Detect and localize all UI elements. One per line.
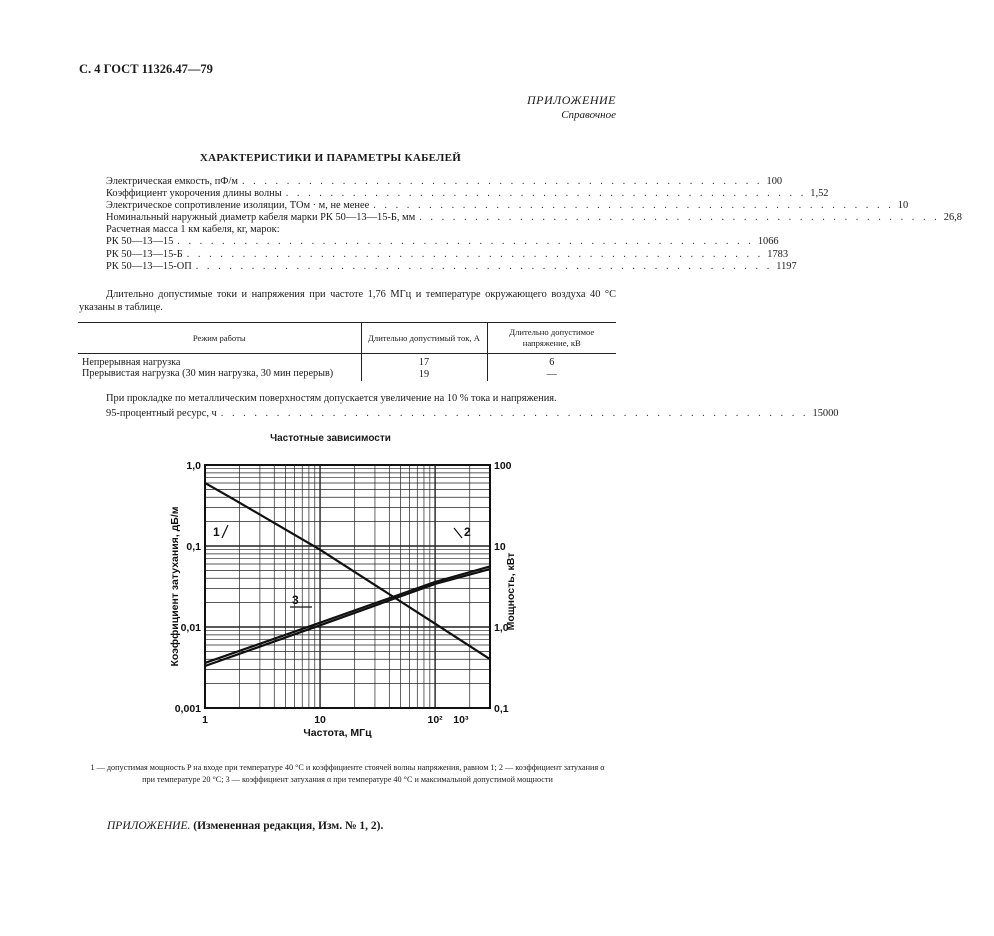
plot-frame xyxy=(205,465,490,708)
table-header-mode: Режим работы xyxy=(78,323,361,354)
param-label: Электрическое сопротивление изоляции, ТОм · м, не менее xyxy=(106,200,370,212)
param-value: 1066 xyxy=(757,236,779,248)
y-left-tick-label: 1,0 xyxy=(186,460,201,472)
series-1-line xyxy=(205,483,490,659)
series-2-label: 2 xyxy=(464,525,471,539)
param-row xyxy=(106,212,962,224)
resource-value: 15000 xyxy=(812,408,839,419)
parameter-list xyxy=(106,176,962,273)
intro-paragraph: Длительно допустимые токи и напряжения при частоте 1,76 МГц и температуре окружающего воздуха 40 °С указаны в таблице. xyxy=(79,289,616,313)
appendix-title: ПРИЛОЖЕНИЕ xyxy=(527,93,616,107)
y-left-axis-label: Коэффициент затухания, дБ/м xyxy=(169,506,181,667)
y-right-tick-label: 0,1 xyxy=(494,703,509,715)
footer-label: ПРИЛОЖЕНИЕ. xyxy=(107,820,191,832)
y-right-tick-label: 1,0 xyxy=(494,622,509,634)
resource-label: 95-процентный ресурс, ч xyxy=(106,408,217,419)
dot-leader: . . . . . . . . . . . . . . . . . . . . . . . . . . . . . . . . . . . . . . . . . . . . . . . xyxy=(419,212,940,224)
param-label: Расчетная масса 1 км кабеля, кг, марок: xyxy=(106,224,280,236)
y-right-axis-label: Мощность, кВт xyxy=(505,552,517,631)
appendix-subtitle: Справочное xyxy=(561,109,616,121)
y-left-tick-label: 0,01 xyxy=(180,622,201,634)
param-label: РК 50—13—15 xyxy=(106,236,174,248)
param-value: 26,8 xyxy=(943,212,962,224)
load-modes-table xyxy=(78,322,616,381)
dot-leader: . . . . . . . . . . . . . . . . . . . . . . . . . . . . . . . . . . . . . . . . . . . . . . . xyxy=(241,176,763,187)
table-header-row xyxy=(78,323,616,354)
resource-row xyxy=(106,408,839,420)
frequency-chart xyxy=(150,450,530,748)
dot-leader: . . . . . . . . . . . . . . . . . . . . . . . . . . . . . . . . . . . . . . . . . . . . . . . . . . . . xyxy=(195,260,773,272)
x-tick-label: 10² xyxy=(427,714,443,726)
page-header: С. 4 ГОСТ 11326.47—79 xyxy=(79,62,213,76)
table-header-current: Длительно допустимый ток, А xyxy=(361,323,487,354)
series-1-label: 1 xyxy=(213,525,220,539)
x-axis-label: Частота, МГц xyxy=(303,727,372,739)
param-value: 1,52 xyxy=(810,188,829,200)
series-3-label: 3 xyxy=(292,593,299,607)
y-right-tick-label: 10 xyxy=(494,541,506,553)
y-right-tick-label: 100 xyxy=(494,460,512,472)
x-tick-label: 10³ xyxy=(453,714,469,726)
table-cell: 6 xyxy=(487,354,616,369)
param-row xyxy=(106,248,789,261)
table-row xyxy=(78,354,616,369)
table-cell: 19 xyxy=(361,368,487,381)
param-label: Электрическая емкость, пФ/м xyxy=(106,176,238,187)
section-title: ХАРАКТЕРИСТИКИ И ПАРАМЕТРЫ КАБЕЛЕЙ xyxy=(199,152,462,164)
param-row xyxy=(106,260,797,273)
param-row xyxy=(106,188,829,200)
table-header-voltage: Длительно допустимое напряжение, кВ xyxy=(487,323,616,354)
param-value: 100 xyxy=(766,176,783,187)
chart-title: Частотные зависимости xyxy=(270,433,391,444)
param-row xyxy=(106,176,783,188)
param-value: 10 xyxy=(897,200,909,212)
param-value: 1197 xyxy=(776,260,797,272)
table-cell: — xyxy=(487,368,616,381)
param-label: Коэффициент укорочения длины волны xyxy=(106,188,282,200)
series-2-leader xyxy=(454,528,462,538)
param-value: 1783 xyxy=(767,248,789,260)
table-cell: 17 xyxy=(361,354,487,369)
series-1-leader xyxy=(222,525,228,538)
param-row xyxy=(106,224,616,236)
chart-labels xyxy=(169,460,517,739)
appendix-label xyxy=(527,93,616,121)
footer-note-text: (Измененная редакция, Изм. № 1, 2). xyxy=(193,820,384,832)
x-tick-label: 1 xyxy=(202,714,208,726)
y-left-tick-label: 0,1 xyxy=(186,541,201,553)
chart-series xyxy=(205,483,490,666)
dot-leader: . . . . . . . . . . . . . . . . . . . . . . . . . . . . . . . . . . . . . . . . . . . . . . . xyxy=(373,200,894,212)
dot-leader: . . . . . . . . . . . . . . . . . . . . . . . . . . . . . . . . . . . . . . . . . . . . . . . . . . . . . xyxy=(220,408,809,419)
param-label: Номинальный наружный диаметр кабеля марки РК 50—13—15-Б, мм xyxy=(106,212,416,224)
dot-leader: . . . . . . . . . . . . . . . . . . . . . . . . . . . . . . . . . . . . . . . . . . . . . . . . . . . . xyxy=(177,236,754,248)
param-label: РК 50—13—15-ОП xyxy=(106,260,192,272)
table-cell: Непрерывная нагрузка xyxy=(82,357,181,368)
dot-leader: . . . . . . . . . . . . . . . . . . . . . . . . . . . . . . . . . . . . . . . . . . . . . . . . . . . . xyxy=(186,248,764,260)
chart-grid xyxy=(205,465,490,708)
table-cell: Прерывистая нагрузка (30 мин нагрузка, 30 мин перерыв) xyxy=(82,368,334,379)
figure-caption: 1 — допустимая мощность P на входе при температуре 40 °С и коэффициенте стоячей волны напряжения, равном 1; 2 — коэффициент затухания α при температуре 20 °С; 3 — коэффициент затухания α при температуре 40 °С и максимальной допустимой мощности xyxy=(90,763,605,784)
param-label: РК 50—13—15-Б xyxy=(106,248,183,260)
dot-leader: . . . . . . . . . . . . . . . . . . . . . . . . . . . . . . . . . . . . . . . . . . . . . . . xyxy=(285,188,807,200)
param-row xyxy=(106,408,839,420)
after-table-paragraph: При прокладке по металлическим поверхностям допускается увеличение на 10 % тока и напряжения. xyxy=(106,393,557,404)
param-row xyxy=(106,200,909,212)
y-left-tick-label: 0,001 xyxy=(174,703,201,715)
footer-note xyxy=(107,820,383,832)
table-row xyxy=(78,368,616,381)
x-tick-label: 10 xyxy=(314,714,326,726)
param-row xyxy=(106,236,779,248)
